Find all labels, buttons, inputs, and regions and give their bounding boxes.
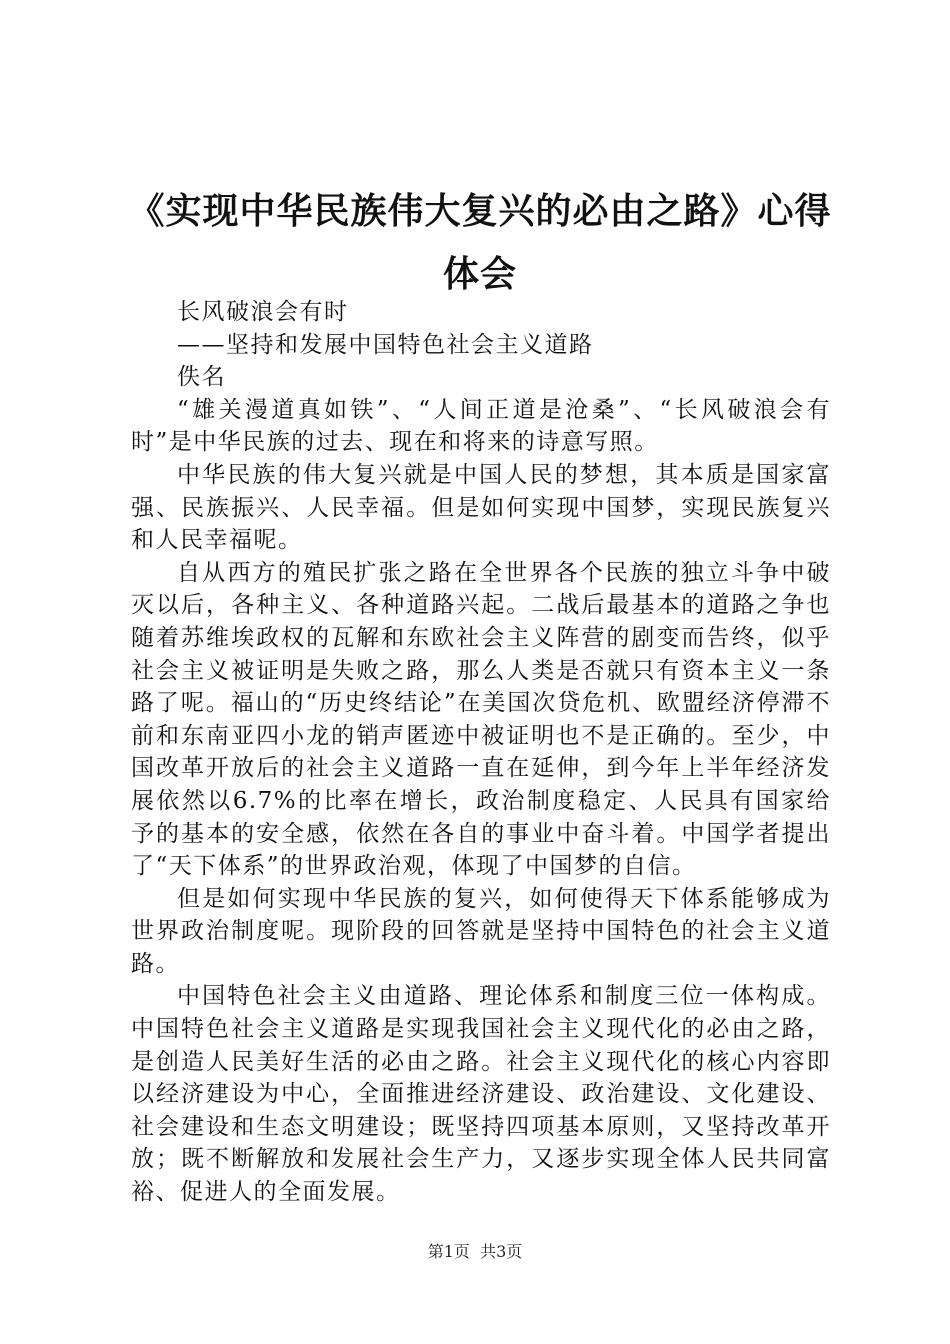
body-paragraph: 中国特色社会主义由道路、理论体系和制度三位一体构成。中国特色社会主义道路是实现我国社会主义现代化的必由之路，是创造人民美好生活的必由之路。社会主义现代化的核心内容即以经济建设为中心，全面推进经济建设、政治建设、文化建设、社会建设和生态文明建设；既坚持四项基本原则，又坚持改革开放；既不断解放和发展社会生产力，又逐步实现全体人民共同富裕、促进人的全面发展。 <box>131 983 831 1206</box>
author-line: 佚名 <box>177 364 226 391</box>
body-paragraph: 中华民族的伟大复兴就是中国人民的梦想，其本质是国家富强、民族振兴、人民幸福。但是如何实现中国梦，实现民族复兴和人民幸福呢。 <box>131 461 831 554</box>
body-paragraph: “雄关漫道真如铁”、“人间正道是沧桑”、“长风破浪会有时”是中华民族的过去、现在和将来的诗意写照。 <box>131 396 831 456</box>
document-title: 《实现中华民族伟大复兴的必由之路》心得体会 <box>128 190 832 295</box>
document-body <box>131 296 831 1209</box>
body-paragraph: 但是如何实现中华民族的复兴，如何使得天下体系能够成为世界政治制度呢。现阶段的回答就是坚持中国特色的社会主义道路。 <box>131 885 831 977</box>
subtitle-theme: ——坚持和发展中国特色社会主义道路 <box>177 331 594 358</box>
page-number-footer: 第1页 共3页 <box>427 1242 523 1261</box>
body-paragraph: 自从西方的殖民扩张之路在全世界各个民族的独立斗争中破灭以后，各种主义、各种道路兴起。二战后最基本的道路之争也随着苏维埃政权的瓦解和东欧社会主义阵营的剧变而告终，似乎社会主义被证明是失败之路，那么人类是否就只有资本主义一条路了呢。福山的“历史终结论”在美国次贷危机、欧盟经济停滞不前和东南亚四小龙的销声匿迹中被证明也不是正确的。至少，中国改革开放后的社会主义道路一直在延伸，到今年上半年经济发展依然以6.7%的比率在增长，政治制度稳定、人民具有国家给予的基本的安全感，依然在各自的事业中奋斗着。中国学者提出了“天下体系”的世界政治观，体现了中国梦的自信。 <box>131 559 831 880</box>
subtitle-line: 长风破浪会有时 <box>177 299 349 325</box>
